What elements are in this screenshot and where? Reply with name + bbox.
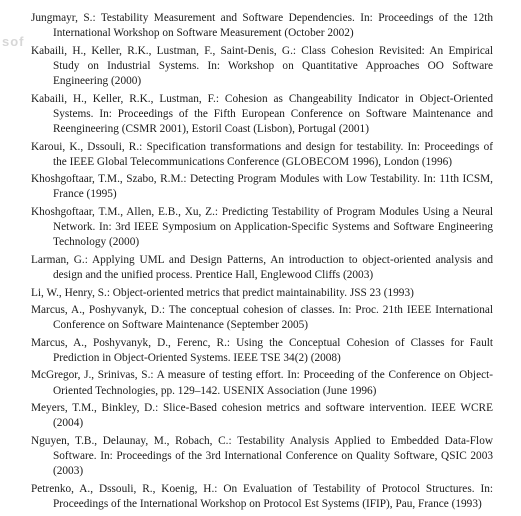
reference-item: Petrenko, A., Dssouli, R., Koenig, H.: On Evaluation of Testability of Protocol Structures. In: Proceedings of the International Workshop on Protocol Est Systems (IFIP), Pau, France (1993) [31, 482, 493, 510]
reference-item: Kabaili, H., Keller, R.K., Lustman, F.: Cohesion as Changeability Indicator in Object-Oriented Systems. In: Proceedings of the Fifth European Conference on Software Maintenance and Reengineering (CSMR 2001), Estoril Coast (Lisbon), Portugal (2001) [31, 92, 493, 136]
reference-item: Jungmayr, S.: Testability Measurement and Software Dependencies. In: Proceedings of the 12th International Workshop on Software Measurement (October 2002) [31, 12, 493, 40]
watermark: sof [2, 34, 25, 49]
reference-item: Khoshgoftaar, T.M., Allen, E.B., Xu, Z.: Predicting Testability of Program Modules Using a Neural Network. In: 3rd IEEE Symposium on Application-Specific Systems and Software Engineering Technology (2000) [31, 205, 493, 249]
reference-item: Kabaili, H., Keller, R.K., Lustman, F., Saint-Denis, G.: Class Cohesion Revisited: An Empirical Study on Industrial Systems. In: Workshop on Quantitative Approaches OO Software Engineering (2000) [31, 44, 493, 88]
reference-item: Marcus, A., Poshyvanyk, D.: The conceptual cohesion of classes. In: Proc. 21th IEEE International Conference on Software Maintenance (September 2005) [31, 304, 493, 332]
reference-item: Nguyen, T.B., Delaunay, M., Robach, C.: Testability Analysis Applied to Embedded Data-Flow Software. In: Proceedings of the 3rd International Conference on Quality Software, QSIC 2003 (2003) [31, 434, 493, 478]
reference-item: Li, W., Henry, S.: Object-oriented metrics that predict maintainability. JSS 23 (1993) [31, 286, 414, 299]
reference-item: McGregor, J., Srinivas, S.: A measure of testing effort. In: Proceeding of the Conference on Object-Oriented Technologies, pp. 129–142. USENIX Association (June 1996) [31, 369, 493, 397]
reference-item: Karoui, K., Dssouli, R.: Specification transformations and design for testability. In: Proceedings of the IEEE Global Telecommunications Conference (GLOBECOM 1996), London (1996) [31, 140, 493, 168]
reference-item: Meyers, T.M., Binkley, D.: Slice-Based cohesion metrics and software intervention. IEEE WCRE (2004) [31, 402, 493, 430]
reference-item: Marcus, A., Poshyvanyk, D., Ferenc, R.: Using the Conceptual Cohesion of Classes for Fault Prediction in Object-Oriented Systems. IEEE TSE 34(2) (2008) [31, 336, 493, 364]
reference-item: Larman, G.: Applying UML and Design Patterns, An introduction to object-oriented analysis and design and the unified process. Prentice Hall, Englewood Cliffs (2003) [31, 253, 493, 282]
reference-item: Khoshgoftaar, T.M., Szabo, R.M.: Detecting Program Modules with Low Testability. In: 11th ICSM, France (1995) [31, 173, 493, 201]
reference-list [31, 11, 493, 512]
